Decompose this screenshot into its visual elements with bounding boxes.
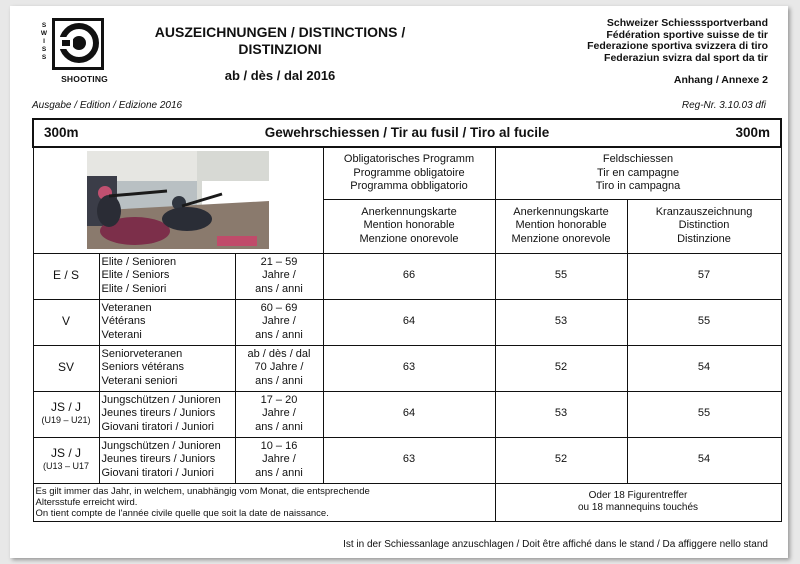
header-wreath-distinction (627, 199, 781, 253)
swiss-shooting-logo (38, 18, 108, 88)
distinctions-table (32, 118, 782, 522)
document-title: AUSZEICHNUNGEN / DISTINCTIONS / DISTINZIONI (154, 24, 406, 57)
category-name: Veterani (101, 328, 142, 341)
note-text: Es gilt immer das Jahr, in welchem, unabhängig vom Monat, die entsprechende (35, 485, 370, 497)
category-name: Elite / Seniori (101, 282, 167, 295)
table-row (33, 299, 781, 345)
header-text: Feldschiessen (602, 153, 674, 165)
score-field-wreath: 55 (627, 391, 781, 437)
header-text: Distinction (678, 219, 730, 232)
logo-vertical-text: S W I S S (40, 22, 48, 61)
header-field-shooting (495, 147, 781, 199)
header-text: Anerkennungskarte (513, 205, 609, 218)
table-title-row (33, 119, 781, 147)
header-text: Tiro in campagna (595, 180, 681, 192)
age-text: Jahre / (262, 453, 296, 466)
score-field-card: 52 (495, 345, 627, 391)
header-obligatory-program (323, 147, 495, 199)
table-title: Gewehrschiessen / Tir au fusil / Tiro al fucile (264, 125, 550, 141)
age-range (235, 299, 323, 345)
federation-name-rm: Federaziun svizra dal sport da tir (604, 51, 768, 64)
score-obligatory: 64 (323, 299, 495, 345)
table-row (33, 345, 781, 391)
score-field-card: 55 (495, 253, 627, 299)
category-names (99, 299, 235, 345)
header-text: Tir en campagne (596, 166, 680, 179)
age-text: 60 – 69 (260, 301, 298, 314)
category-code: JS / J (50, 399, 81, 414)
document-page (10, 6, 788, 558)
age-range (235, 391, 323, 437)
header-text: Mention honorable (515, 219, 607, 232)
header-text: Obligatorisches Programm (343, 153, 475, 165)
category-name: Giovani tiratori / Juniori (101, 420, 214, 433)
edition-label: Ausgabe / Edition / Edizione 2016 (32, 100, 183, 111)
header-text: Mention honorable (363, 219, 455, 232)
age-range (235, 437, 323, 483)
header-text: Programma obbligatorio (350, 180, 468, 192)
header-text: Menzione onorevole (359, 232, 459, 245)
note-text: ou 18 mannequins touchés (577, 502, 699, 513)
category-code: E / S (33, 253, 99, 299)
age-range (235, 345, 323, 391)
federation-name-fr: Fédération sportive suisse de tir (606, 28, 768, 41)
age-text: ans / anni (255, 282, 303, 295)
header-text: Anerkennungskarte (361, 205, 457, 218)
header-text: Programme obligatoire (353, 166, 465, 179)
category-names (99, 345, 235, 391)
note-text: Oder 18 Figurentreffer (588, 490, 688, 501)
age-text: 21 – 59 (260, 255, 298, 268)
table-row (33, 253, 781, 299)
age-range (235, 253, 323, 299)
age-text: 70 Jahre / (254, 361, 304, 374)
age-text: Jahre / (262, 315, 296, 328)
header-recognition-card (323, 199, 495, 253)
score-field-card: 53 (495, 299, 627, 345)
photo-cell (33, 147, 323, 253)
category-name: Seniors vétérans (101, 361, 185, 374)
federation-name-de: Schweizer Schiesssportverband (606, 17, 768, 29)
category-name: Veteranen (101, 301, 152, 314)
category-age-group: (U13 – U17 (42, 461, 90, 471)
category-name: Vétérans (101, 315, 146, 328)
category-name: Jeunes tireurs / Juniors (101, 407, 216, 420)
category-name: Jungschützen / Junioren (101, 439, 221, 452)
score-field-wreath: 54 (627, 437, 781, 483)
category-name: Elite / Senioren (101, 255, 177, 268)
category-code-cell (33, 391, 99, 437)
distance-right: 300m (735, 125, 771, 141)
note-row (33, 483, 781, 521)
score-obligatory: 64 (323, 391, 495, 437)
logo-word: SHOOTING (61, 74, 108, 84)
category-name: Giovani tiratori / Juniori (101, 466, 214, 479)
posting-instruction: Ist in der Schiessanlage anzuschlagen / Doit être affiché dans le stand / Da affiggere nello stand (343, 539, 768, 550)
header-text: Distinzione (677, 232, 731, 245)
table-row (33, 391, 781, 437)
federation-block (587, 18, 768, 64)
note-text: On tient compte de l'année civile quelle que soit la date de naissance. (35, 507, 329, 519)
shooting-range-photo (87, 151, 269, 249)
category-names (99, 391, 235, 437)
age-text: ab / dès / dal (247, 347, 311, 360)
category-name: Jungschützen / Junioren (101, 393, 221, 406)
age-text: 17 – 20 (260, 393, 298, 406)
score-obligatory: 63 (323, 345, 495, 391)
header-text: Kranzauszeichnung (655, 205, 753, 218)
category-code: JS / J (50, 445, 81, 460)
category-age-group: (U19 – U21) (41, 415, 91, 425)
score-field-card: 53 (495, 391, 627, 437)
category-name: Jeunes tireurs / Juniors (101, 453, 216, 466)
age-text: ans / anni (255, 374, 303, 387)
age-text: Jahre / (262, 407, 296, 420)
score-obligatory: 66 (323, 253, 495, 299)
category-code: SV (33, 345, 99, 391)
age-text: ans / anni (255, 328, 303, 341)
category-name: Veterani seniori (101, 374, 178, 387)
federation-name-it: Federazione sportiva svizzera di tiro (587, 40, 768, 52)
age-text: ans / anni (255, 466, 303, 479)
table-row (33, 437, 781, 483)
score-field-wreath: 54 (627, 345, 781, 391)
target-logo-icon (52, 18, 104, 70)
category-code-cell (33, 437, 99, 483)
reg-number: Reg-Nr. 3.10.03 dfi (681, 100, 766, 111)
distance-left: 300m (44, 125, 79, 141)
category-names (99, 253, 235, 299)
category-code: V (33, 299, 99, 345)
age-text: 10 – 16 (260, 439, 298, 452)
score-obligatory: 63 (323, 437, 495, 483)
header-recognition-card (495, 199, 627, 253)
age-text: Jahre / (262, 269, 296, 282)
note-text: Altersstufe erreicht wird. (35, 496, 138, 508)
score-field-wreath: 55 (627, 299, 781, 345)
age-note (33, 483, 495, 521)
header-text: Menzione onorevole (511, 232, 611, 245)
annex-label: Anhang / Annexe 2 (673, 74, 768, 86)
document-subtitle: ab / dès / dal 2016 (224, 68, 336, 83)
score-field-wreath: 57 (627, 253, 781, 299)
score-field-card: 52 (495, 437, 627, 483)
category-names (99, 437, 235, 483)
category-name: Elite / Seniors (101, 269, 170, 282)
category-name: Seniorveteranen (101, 347, 183, 360)
age-text: ans / anni (255, 420, 303, 433)
figure-hits-note (495, 483, 781, 521)
